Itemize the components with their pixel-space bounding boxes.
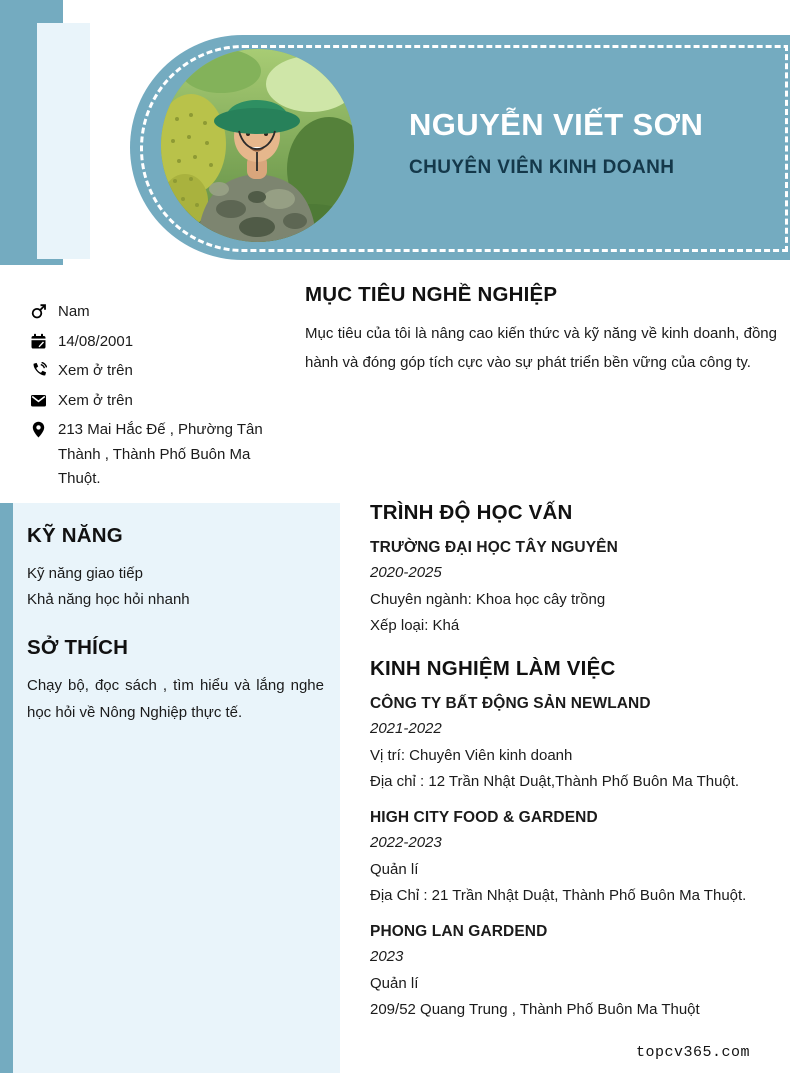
section-experience bbox=[370, 657, 784, 1022]
experience-detail: 209/52 Quang Trung , Thành Phố Buôn Ma Thuột bbox=[370, 1000, 700, 1018]
profile-photo-illustration bbox=[161, 49, 354, 242]
experience-period: 2023 bbox=[370, 948, 404, 965]
profile-photo bbox=[161, 49, 354, 242]
corner-light-bar bbox=[37, 23, 90, 259]
education-detail: Xếp loại: Khá bbox=[370, 616, 460, 634]
site-watermark: topcv365.com bbox=[635, 1044, 750, 1061]
contact-text: Xem ở trên bbox=[58, 362, 133, 379]
experience-detail: Quản lí bbox=[370, 975, 419, 992]
contact-row-email bbox=[30, 389, 278, 414]
contact-row-phone bbox=[30, 359, 278, 384]
education-entry bbox=[370, 538, 784, 638]
skill-item: Kỹ năng giao tiếp bbox=[27, 565, 143, 582]
objective-heading: MỤC TIÊU NGHỀ NGHIỆP bbox=[305, 283, 558, 306]
contact-list bbox=[30, 300, 278, 497]
contact-row-address bbox=[30, 418, 278, 492]
main-column bbox=[370, 501, 784, 1036]
calendar-icon bbox=[30, 333, 47, 350]
experience-period: 2022-2023 bbox=[370, 834, 442, 851]
section-education bbox=[370, 501, 784, 638]
skill-item: Khả năng học hỏi nhanh bbox=[27, 591, 190, 608]
experience-period: 2021-2022 bbox=[370, 720, 442, 737]
experience-org: CÔNG TY BẤT ĐỘNG SẢN NEWLAND bbox=[370, 695, 651, 712]
sidebar-panel bbox=[13, 503, 340, 1073]
sidebar-accent-strip bbox=[0, 503, 13, 1073]
experience-detail: Địa Chỉ : 21 Trần Nhật Duật, Thành Phố Buôn Ma Thuột. bbox=[370, 886, 747, 904]
experience-detail: Vị trí: Chuyên Viên kinh doanh bbox=[370, 747, 573, 764]
experience-entry bbox=[370, 922, 784, 1022]
person-name: NGUYỄN VIẾT SƠN bbox=[409, 107, 704, 142]
education-org: TRƯỜNG ĐẠI HỌC TÂY NGUYÊN bbox=[370, 539, 618, 556]
hobbies-heading: SỞ THÍCH bbox=[27, 636, 129, 659]
contact-text: Nam bbox=[58, 303, 90, 320]
experience-org: HIGH CITY FOOD & GARDEND bbox=[370, 809, 598, 826]
email-icon bbox=[30, 392, 47, 409]
hobbies-body: Chạy bộ, đọc sách , tìm hiểu và lắng nghe học hỏi về Nông Nghiệp thực tế. bbox=[27, 677, 324, 721]
contact-row-birthdate bbox=[30, 330, 278, 355]
contact-text: Xem ở trên bbox=[58, 391, 133, 409]
section-objective bbox=[305, 283, 777, 377]
experience-entry bbox=[370, 808, 784, 908]
objective-body: Mục tiêu của tôi là nâng cao kiến thức và kỹ năng về kinh doanh, đồng hành và đóng góp tích cực vào sự phát triển bền vững của công ty. bbox=[305, 325, 777, 371]
gender-icon bbox=[30, 303, 47, 320]
experience-detail: Quản lí bbox=[370, 861, 419, 878]
education-heading: TRÌNH ĐỘ HỌC VẤN bbox=[370, 501, 573, 524]
contact-text: 213 Mai Hắc Đế , Phường Tân Thành , Thành Phố Buôn Ma Thuột. bbox=[58, 421, 263, 487]
experience-detail: Địa chỉ : 12 Trần Nhật Duật,Thành Phố Buôn Ma Thuột. bbox=[370, 772, 740, 790]
experience-heading: KINH NGHIỆM LÀM VIỆC bbox=[370, 657, 616, 680]
job-title: CHUYÊN VIÊN KINH DOANH bbox=[409, 157, 675, 178]
education-detail: Chuyên ngành: Khoa học cây trồng bbox=[370, 591, 606, 608]
education-period: 2020-2025 bbox=[370, 564, 442, 581]
experience-entry bbox=[370, 694, 784, 794]
phone-icon bbox=[30, 362, 47, 379]
location-icon bbox=[30, 421, 47, 438]
contact-text: 14/08/2001 bbox=[58, 332, 134, 350]
contact-row-gender bbox=[30, 300, 278, 325]
skills-heading: KỸ NĂNG bbox=[27, 524, 123, 547]
experience-org: PHONG LAN GARDEND bbox=[370, 923, 548, 940]
